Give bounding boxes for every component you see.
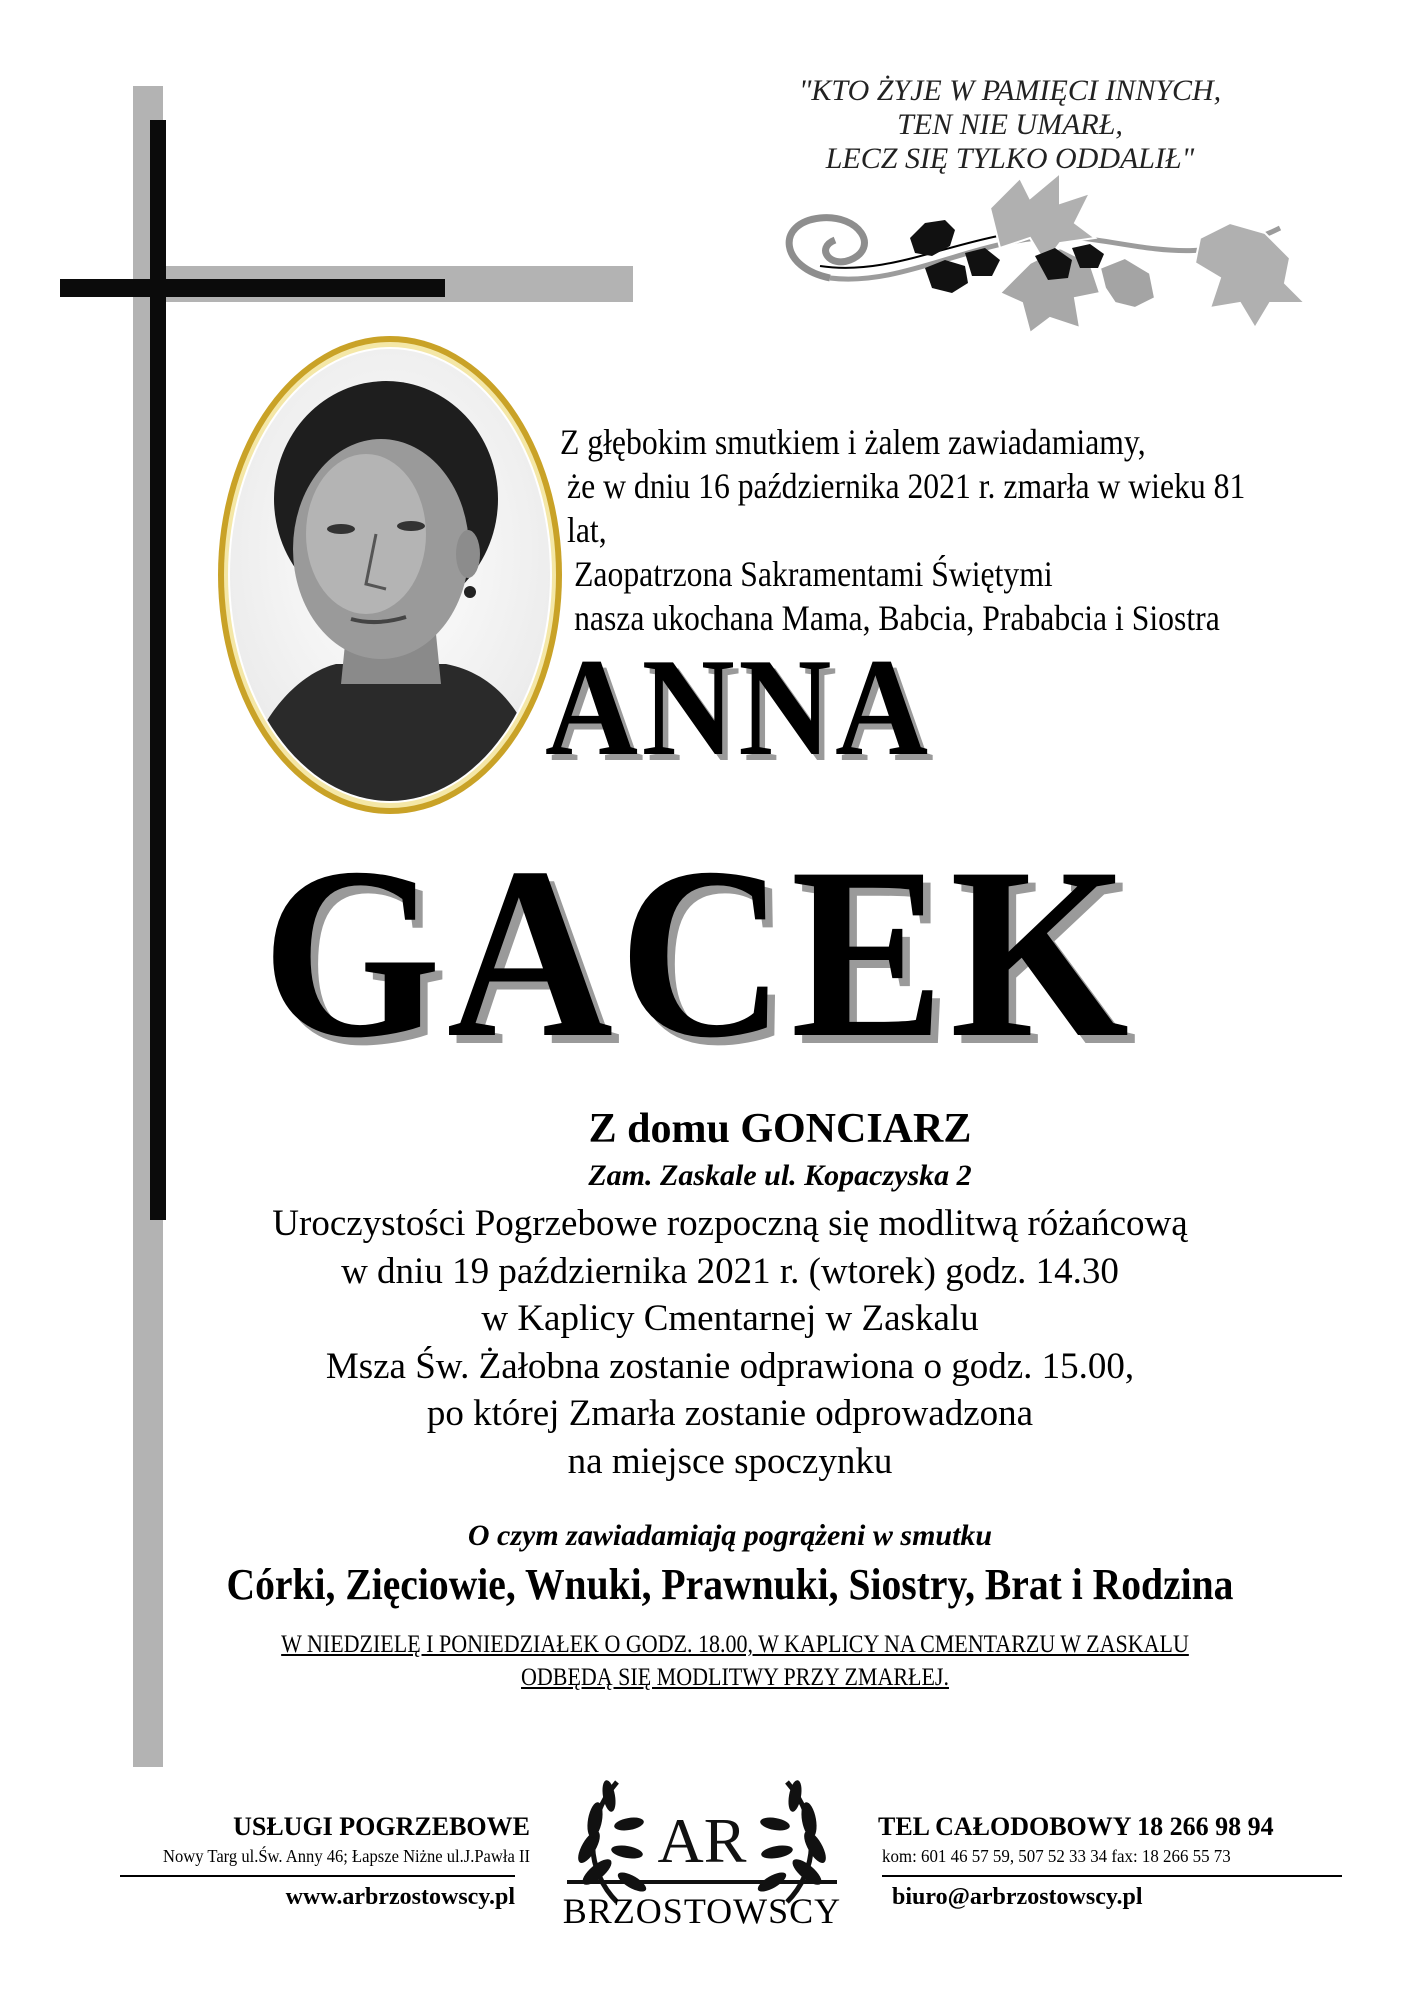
- intro-line: nasza ukochana Mama, Babcia, Prababcia i Siostra: [574, 598, 1220, 638]
- deceased-portrait: [216, 334, 564, 816]
- quote-line: LECZ SIĘ TYLKO ODDALIŁ": [825, 142, 1195, 175]
- funeral-services-address: Nowy Targ ul.Św. Anny 46; Łapsze Niżne ul.J.Pawła II: [163, 1846, 530, 1866]
- quote-line: TEN NIE UMARŁ,: [897, 108, 1123, 141]
- family-list: Córki, Zięciowie, Wnuki, Prawnuki, Siostry, Brat i Rodzina: [226, 1560, 1234, 1609]
- intro-line: Z głębokim smutkiem i żalem zawiadamiamy,: [560, 422, 1146, 462]
- phone-24h: TEL CAŁODOBOWY 18 266 98 94: [878, 1812, 1274, 1841]
- website-link[interactable]: www.arbrzostowscy.pl: [285, 1884, 515, 1910]
- ceremony-line: Uroczystości Pogrzebowe rozpoczną się modlitwą różańcową: [272, 1203, 1188, 1244]
- cross-horizontal-bar: [60, 279, 445, 297]
- deceased-address: Zam. Zaskale ul. Kopaczyska 2: [588, 1159, 972, 1192]
- prayer-notice: [255, 1628, 1214, 1694]
- maiden-name: Z domu GONCIARZ: [588, 1106, 972, 1152]
- logo-company-name: BRZOSTOWSCY: [562, 1891, 842, 1931]
- funeral-services-title: USŁUGI POGRZEBOWE: [233, 1812, 530, 1841]
- informers-line: O czym zawiadamiają pogrążeni w smutku: [467, 1519, 993, 1552]
- intro-line: Zaopatrzona Sakramentami Świętymi: [574, 554, 1053, 594]
- notice-line: ODBĘDĄ SIĘ MODLITWY PRZY ZMARŁEJ.: [521, 1664, 949, 1691]
- ceremony-line: na miejsce spoczynku: [567, 1440, 893, 1482]
- email-link[interactable]: biuro@arbrzostowscy.pl: [892, 1884, 1143, 1910]
- ceremony-line: w Kaplicy Cmentarnej w Zaskalu: [481, 1298, 979, 1339]
- intro-line: że w dniu 16 października 2021 r. zmarła w wieku 81 lat,: [567, 466, 1246, 550]
- ivy-ornament-icon: [760, 168, 1340, 348]
- funeral-details: [200, 1200, 1260, 1485]
- logo-initials: AR: [657, 1805, 747, 1876]
- deceased-surname: GACEK: [262, 817, 1135, 1088]
- quote-line: "KTO ŻYJE W PAMIĘCI INNYCH,: [798, 74, 1222, 107]
- memorial-quote: [700, 74, 1320, 176]
- deceased-first-name: ANNA: [545, 630, 932, 785]
- announcement-intro: [560, 420, 1264, 640]
- ceremony-line: po której Zmarła zostanie odprowadzona: [426, 1393, 1034, 1434]
- footer-divider-left: [120, 1875, 515, 1877]
- contact-numbers: kom: 601 46 57 59, 507 52 33 34 fax: 18 266 55 73: [882, 1846, 1231, 1866]
- ceremony-line: Msza Św. Żałobna zostanie odprawiona o godz. 15.00,: [325, 1345, 1135, 1387]
- footer-divider-right: [882, 1875, 1342, 1877]
- ceremony-line: w dniu 19 października 2021 r. (wtorek) godz. 14.30: [341, 1250, 1119, 1292]
- notice-line: W NIEDZIELĘ I PONIEDZIAŁEK O GODZ. 18.00, W KAPLICY NA CMENTARZU W ZASKALU: [281, 1631, 1189, 1658]
